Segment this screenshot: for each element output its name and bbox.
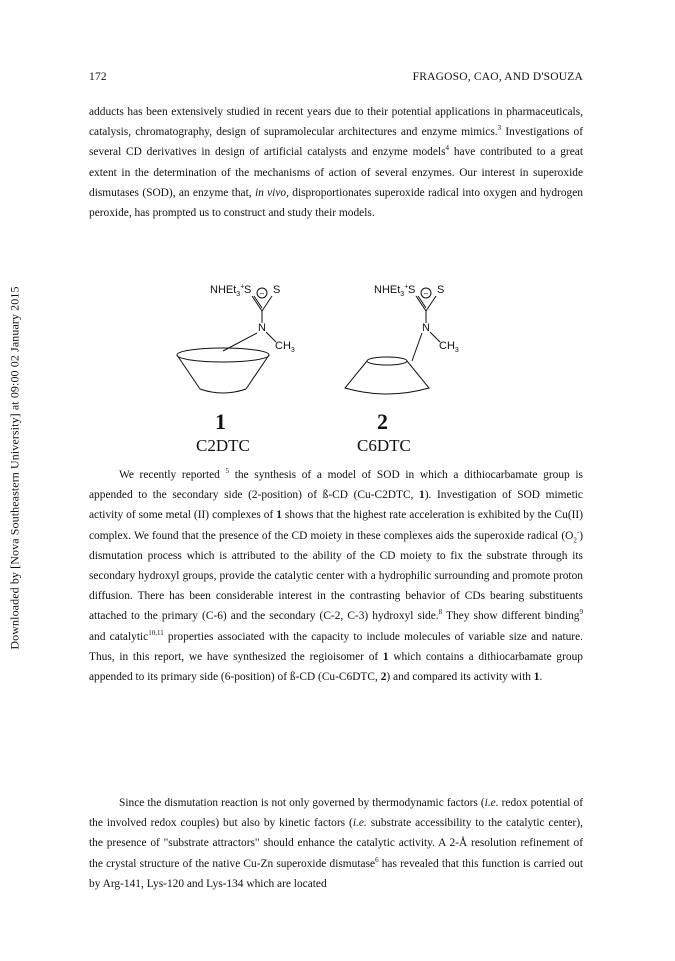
- sulfur-right-2: S: [437, 284, 445, 296]
- citation-ref: 4: [445, 144, 450, 153]
- p2-text: ) dismutation process which is attributed to the ability of the CD moiety to fix the substrate through its secondary hydroxyl groups, provide the catalytic center with a hydrophilic surrounding and promote proton diffusion. There has been considerable interest in the contrasting behavior of CDs bearing substituents attached to the primary (C-6) and the secondary (C-2, C-3) hydroxyl side.: [89, 529, 583, 623]
- p2-text: shows that the highest rate acceleration is exhibited by the Cu(II) complex. We found that the presence of the CD moiety in these complexes aids the superoxide radical (O: [89, 509, 583, 542]
- compound-name-1: C2DTC: [196, 436, 250, 455]
- citation-ref: 8: [438, 608, 443, 617]
- dithiocarbamate-group-1: [223, 288, 276, 351]
- p3-text: substrate accessibility to the catalytic center), the presence of "substrate attractors" should enhance the catalytic activity. A 2-Å resolution refinement of the crystal structure of the native Cu-Zn superoxide dismutase: [89, 817, 583, 870]
- download-watermark: [0, 0, 30, 961]
- sulfur-left-2: S: [408, 284, 416, 296]
- citation-ref: 6: [375, 855, 379, 864]
- p1-text: Investigations of several CD derivatives in design of artificial catalysts and enzyme models: [89, 126, 583, 159]
- cd-cone-top-1: [177, 348, 269, 362]
- cd-cone-top-2: [367, 357, 407, 365]
- compound-ref: 1: [382, 650, 389, 663]
- citation-ref: 9: [579, 608, 584, 617]
- p2-text: .: [539, 671, 543, 684]
- p1-italic: in vivo: [254, 186, 287, 199]
- p1-text: have contributed to a great extent in the determination of the mechanisms of action of several enzymes. Our interest in superoxide dismutases (SOD), an enzyme that,: [89, 146, 583, 199]
- compound-ref: 1: [533, 671, 540, 684]
- structures-drawing: [89, 276, 583, 460]
- download-note: Downloaded by [Nova Southeastern University] at 09:00 02 January 2015: [7, 286, 22, 650]
- nitrogen-label-2: N: [422, 322, 430, 334]
- p2-text: ) and compared its activity with: [386, 671, 534, 684]
- p3-italic: i.e.: [352, 817, 367, 830]
- anion-charge-1: −: [259, 290, 265, 298]
- p2-text: and catalytic: [89, 630, 149, 643]
- p2-text: which contains a dithiocarbamate group appended to its primary side (6-position) of ß-CD (Cu-C6DTC,: [89, 650, 583, 684]
- compound-ref: 1: [276, 509, 282, 522]
- compound-name-2: C6DTC: [357, 436, 411, 455]
- nitrogen-label-1: N: [258, 322, 266, 334]
- p2-text: properties associated with the capacity to include molecules of variable size and nature. Thus, in this report, we have synthesized the regioisomer of: [89, 630, 584, 663]
- paragraph-3: [89, 793, 583, 894]
- amine-label-1: NHEt$_3$+: [210, 283, 245, 299]
- p2-text: the synthesis of a model of SOD in which a dithiocarbamate group is appended to the secondary side (2-position) of ß-CD (Cu-C2DTC,: [89, 469, 583, 502]
- p1-text: adducts has been extensively studied in recent years due to their potential applications in pharmaceuticals, catalysis, chromatography, design of supramolecular architectures and enzyme mimics.: [89, 106, 583, 139]
- formula-sub: 2: [573, 535, 577, 544]
- p3-text: redox potential of the involved redox couples) but also by kinetic factors (: [89, 797, 583, 830]
- sulfur-left-1: S: [244, 284, 252, 296]
- anion-charge-2: −: [423, 290, 429, 298]
- cd-cone-body-1: [177, 355, 269, 393]
- page-number: 172: [89, 71, 107, 83]
- citation-ref: 3: [497, 124, 502, 133]
- citation-ref: 5: [225, 467, 230, 476]
- p3-text: Since the dismutation reaction is not only governed by thermodynamic factors (: [119, 797, 485, 809]
- amine-label-2: NHEt$_3$+: [374, 283, 409, 299]
- p2-text: We recently reported: [119, 469, 226, 481]
- p3-text: has revealed that this function is carried out by Arg-141, Lys-120 and Lys-134 which are located: [89, 857, 583, 890]
- compound-ref: 1: [419, 489, 425, 502]
- p1-text: , disproportionates superoxide radical into oxygen and hydrogen peroxide, has prompted us to construct and study their models.: [89, 186, 583, 220]
- formula-sup: -: [576, 527, 580, 536]
- cd-cone-body-2: [345, 361, 429, 394]
- structures-figure: [89, 276, 583, 460]
- p2-text: They show different binding: [442, 610, 580, 623]
- methyl-label-1: $CH_3$: [275, 340, 295, 355]
- compound-number-1: 1: [215, 409, 226, 434]
- paragraph-1: [89, 102, 583, 223]
- compound-number-2: 2: [377, 409, 388, 434]
- compound-ref: 2: [380, 671, 387, 684]
- paragraph-2: [89, 465, 583, 687]
- methyl-label-2: $CH_3$: [439, 340, 459, 355]
- running-head: FRAGOSO, CAO, AND D'SOUZA: [412, 71, 583, 83]
- p2-text: ). Investigation of SOD mimetic activity of some metal (II) complexes of: [89, 489, 583, 522]
- citation-ref: 10,11: [148, 628, 164, 637]
- p3-italic: i.e.: [484, 797, 499, 809]
- sulfur-right-1: S: [273, 284, 281, 296]
